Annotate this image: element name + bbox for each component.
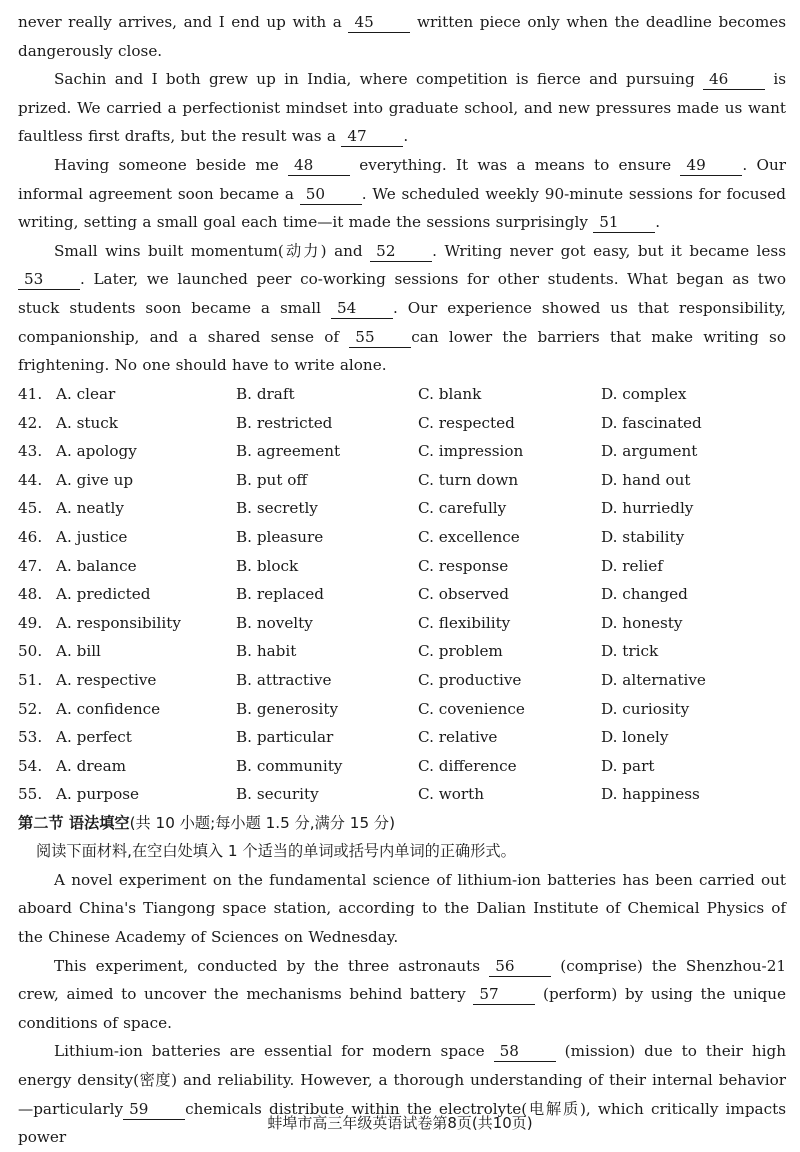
option-b[interactable]: B. community [236,756,343,775]
text-segment: everything. It was a means to ensure [359,155,672,174]
blank-59[interactable]: 59 [123,1099,185,1120]
option-b[interactable]: B. security [236,785,319,804]
text-segment: Small wins built momentum(动力) and [54,241,363,260]
option-d[interactable]: D. changed [601,585,688,604]
option-d[interactable]: D. complex [601,385,687,404]
blank-58[interactable]: 58 [494,1041,556,1062]
option-row [18,751,786,780]
option-b[interactable]: B. secretly [236,499,318,518]
option-row [18,466,786,495]
text-segment: . Later, we launched peer co-working sessions for other students. What began as two stuck students soon became a small [18,270,786,317]
passage-b-paragraph-1 [18,866,786,952]
question-number: 42. [18,413,43,432]
option-a[interactable]: A. clear [56,385,116,404]
text-segment: . [655,213,661,232]
option-c[interactable]: C. respected [418,413,515,432]
option-b[interactable]: B. generosity [236,699,339,718]
option-c[interactable]: C. response [418,556,509,575]
text-segment: This experiment, conducted by the three astronauts [54,956,481,975]
option-c[interactable]: C. impression [418,442,524,461]
option-c[interactable]: C. blank [418,385,482,404]
question-number: 50. [18,642,43,661]
option-b[interactable]: B. replaced [236,585,324,604]
blank-55[interactable]: 55 [349,327,411,348]
option-c[interactable]: C. excellence [418,527,520,546]
option-c[interactable]: C. worth [418,785,485,804]
option-row [18,551,786,580]
question-number: 49. [18,613,43,632]
option-row [18,408,786,437]
option-b[interactable]: B. attractive [236,670,332,689]
blank-54[interactable]: 54 [331,298,393,319]
option-a[interactable]: A. apology [56,442,137,461]
option-b[interactable]: B. novelty [236,613,313,632]
option-c[interactable]: C. relative [418,728,498,747]
question-number: 53. [18,728,43,747]
passage-b-paragraph-3 [18,1037,786,1151]
option-a[interactable]: A. give up [56,470,134,489]
option-a[interactable]: A. respective [56,670,157,689]
text-segment: . Writing never got easy, but it became less [432,241,786,260]
option-row [18,380,786,409]
passage-a-paragraph-2 [18,65,786,151]
question-number: 43. [18,442,43,461]
option-row [18,694,786,723]
option-a[interactable]: A. dream [56,756,127,775]
blank-48[interactable]: 48 [288,155,350,176]
option-b[interactable]: B. draft [236,385,295,404]
option-c[interactable]: C. flexibility [418,613,511,632]
blank-49[interactable]: 49 [680,155,742,176]
blank-53[interactable]: 53 [18,269,80,290]
option-row [18,608,786,637]
option-a[interactable]: A. justice [56,527,128,546]
option-a[interactable]: A. stuck [56,413,119,432]
text-segment: Sachin and I both grew up in India, where competition is fierce and pursuing [54,70,695,89]
question-number: 48. [18,585,43,604]
option-a[interactable]: A. confidence [56,699,161,718]
option-b[interactable]: B. pleasure [236,527,324,546]
text-segment: (comprise) the Shenzhou-21 crew, aimed to uncover the mechanisms behind battery [18,956,787,1004]
option-b[interactable]: B. put off [236,470,308,489]
question-number: 51. [18,670,43,689]
option-a[interactable]: A. neatly [56,499,124,518]
section-2-instruction: 阅读下面材料,在空白处填入 1 个适当的单词或括号内单词的正确形式。 [36,842,516,861]
section-2-heading [18,809,786,838]
option-d[interactable]: D. hand out [601,470,691,489]
question-number: 46. [18,527,43,546]
blank-45[interactable]: 45 [348,12,410,33]
text-segment: Having someone beside me [54,155,279,174]
text-segment: never really arrives, and I end up with a [18,13,342,31]
blank-57[interactable]: 57 [473,984,535,1005]
option-c[interactable]: C. observed [418,585,509,604]
passage-a-paragraph-4 [18,237,786,380]
option-a[interactable]: A. purpose [56,785,140,804]
passage-a-paragraph-1 [18,8,786,65]
option-d[interactable]: D. trick [601,642,659,661]
section-2-meta: (共 10 小题;每小题 1.5 分,满分 15 分) [129,813,396,832]
question-number: 54. [18,756,43,775]
option-b[interactable]: B. agreement [236,442,341,461]
question-number: 47. [18,556,43,575]
blank-47[interactable]: 47 [341,126,403,147]
option-a[interactable]: A. responsibility [56,613,181,632]
blank-56[interactable]: 56 [489,956,551,977]
text-segment: Lithium-ion batteries are essential for modern space [54,1042,485,1061]
text-segment: A novel experiment on the fundamental science of lithium-ion batteries has been carried out aboard China's Tiangong space station, according to the Dalian Institute of Chemical Physics of the Chinese Academy of Sciences on Wednesday. [18,870,786,946]
page-footer: 蚌埠市高三年级英语试卷第8页(共10页) [267,1114,533,1132]
option-a[interactable]: A. bill [56,642,101,661]
option-row [18,666,786,695]
blank-46[interactable]: 46 [703,69,765,90]
text-segment: . Our informal agreement soon became a [18,155,786,203]
option-row [18,523,786,552]
option-a[interactable]: A. perfect [56,728,132,747]
option-b[interactable]: B. block [236,556,299,575]
option-row [18,780,786,809]
option-d[interactable]: D. happiness [601,785,700,804]
option-row [18,437,786,466]
question-number: 45. [18,499,43,518]
option-d[interactable]: D. alternative [601,670,706,689]
text-segment: (perform) by using the unique conditions of space. [18,985,786,1032]
option-c[interactable]: C. problem [418,642,503,661]
option-d[interactable]: D. stability [601,527,685,546]
option-c[interactable]: C. productive [418,670,522,689]
question-number: 41. [18,385,43,404]
question-number: 55. [18,785,43,804]
blank-50[interactable]: 50 [300,184,362,205]
passage-a-paragraph-3 [18,151,786,237]
section-2-title: 第二节 语法填空 [18,813,130,832]
text-segment: . [403,127,409,146]
option-row [18,637,786,666]
question-number: 52. [18,699,43,718]
text-segment: chemicals distribute within the electrolyte(电解质), which critically impacts power [18,1099,786,1147]
option-row [18,723,786,752]
option-c[interactable]: C. turn down [418,470,519,489]
option-d[interactable]: D. relief [601,556,663,575]
option-b[interactable]: B. restricted [236,413,333,432]
option-a[interactable]: A. balance [56,556,137,575]
option-row [18,580,786,609]
text-segment: is prized. We carried a perfectionist mindset into graduate school, and new pressures made us want faultless first drafts, but the result was a [18,70,786,146]
blank-51[interactable]: 51 [593,212,655,233]
answer-options [18,380,786,809]
option-d[interactable]: D. fascinated [601,413,702,432]
option-a[interactable]: A. predicted [56,585,151,604]
option-d[interactable]: D. honesty [601,613,683,632]
option-c[interactable]: C. carefully [418,499,507,518]
text-segment: can lower the barriers that make writing so frightening. No one should have to write alone. [18,327,786,375]
text-segment: . Our experience showed us that responsibility, companionship, and a shared sense of [18,298,787,346]
option-d[interactable]: D. curiosity [601,699,690,718]
text-segment: . We scheduled weekly 90-minute sessions for focused writing, setting a small goal each time—it made the sessions surprisingly [18,184,787,232]
option-d[interactable]: D. hurriedly [601,499,694,518]
option-d[interactable]: D. part [601,756,655,775]
option-b[interactable]: B. habit [236,642,297,661]
blank-52[interactable]: 52 [370,241,432,262]
text-segment: written piece only when the deadline becomes dangerously close. [18,13,787,60]
option-d[interactable]: D. lonely [601,728,669,747]
text-segment: (mission) due to their high energy density(密度) and reliability. However, a thorough understanding of their internal behavior—particularly [18,1042,787,1118]
option-c[interactable]: C. covenience [418,699,525,718]
option-d[interactable]: D. argument [601,442,698,461]
question-number: 44. [18,470,43,489]
option-b[interactable]: B. particular [236,728,334,747]
option-c[interactable]: C. difference [418,756,517,775]
passage-b-paragraph-2 [18,952,786,1038]
option-row [18,494,786,523]
